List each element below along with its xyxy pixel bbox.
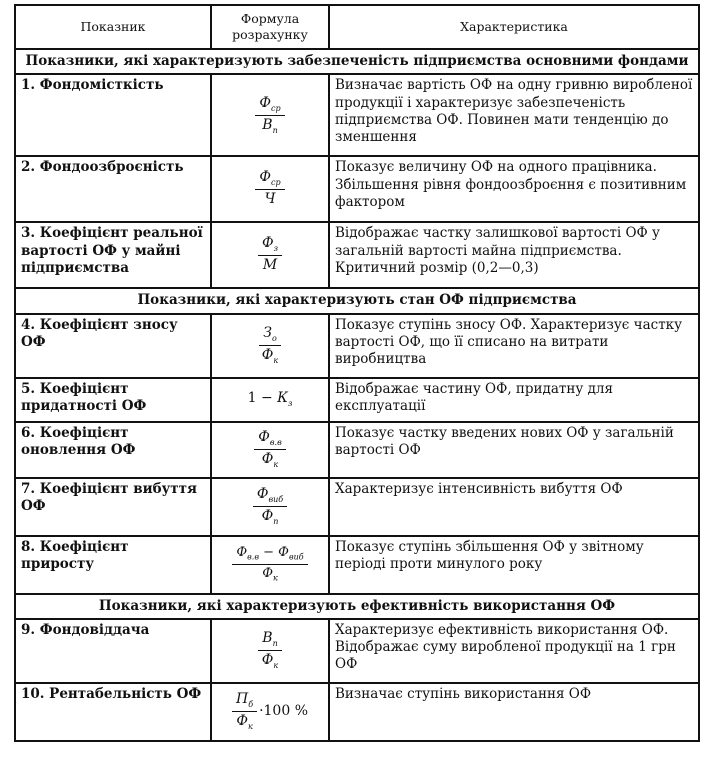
formula-inline: $1 - К_з$ <box>247 390 293 408</box>
indicator-name: 8. Коефіцієнт приросту <box>15 536 211 594</box>
indicator-name: 3. Коефіцієнт реальної вартості ОФ у майні підприємства <box>15 222 211 288</box>
fraction: $\frac{Ф_{в.в} - Ф_{виб}}{Ф_к}$ <box>232 545 307 584</box>
characteristic-text: Показує частку введених нових ОФ у загальній вартості ОФ <box>329 422 699 478</box>
formula-cell <box>211 478 329 536</box>
header-characteristic: Характеристика <box>329 5 699 49</box>
table-row <box>15 156 699 222</box>
formula-cell <box>211 314 329 378</box>
fraction: $\frac{Ф_{виб}}{Ф_п}$ <box>253 486 287 527</box>
section-row <box>15 594 699 619</box>
characteristic-text: Показує величину ОФ на одного працівника. Збільшення рівня фондоозброєння є позитивним фактором <box>329 156 699 222</box>
indicator-name: 4. Коефіцієнт зносу ОФ <box>15 314 211 378</box>
indicator-name: 5. Коефіцієнт придатності ОФ <box>15 378 211 422</box>
indicators-table <box>14 4 700 742</box>
section-row <box>15 288 699 313</box>
section-heading: Показники, які характеризують забезпеченість підприємства основними фондами <box>15 49 699 74</box>
fraction: $\frac{П_б}{Ф_к}$ <box>232 691 257 732</box>
header-indicator: Показник <box>15 5 211 49</box>
formula-cell <box>211 74 329 156</box>
table-row <box>15 683 699 741</box>
indicator-name: 7. Коефіцієнт вибуття ОФ <box>15 478 211 536</box>
formula-cell <box>211 536 329 594</box>
characteristic-text: Показує ступінь зносу ОФ. Характеризує частку вартості ОФ, що її списано на витрати виробництва <box>329 314 699 378</box>
characteristic-text: Характеризує ефективність використання ОФ. Відображає суму виробленої продукції на 1 грн ОФ <box>329 619 699 683</box>
characteristic-text: Визначає ступінь використання ОФ <box>329 683 699 741</box>
fraction: $\frac{В_п}{Ф_к}$ <box>258 630 281 671</box>
characteristic-text: Визначає вартість ОФ на одну гривню виробленої продукції і характеризує забезпеченість підприємства ОФ. Повинен мати тенденцію до зменшення <box>329 74 699 156</box>
fraction: $\frac{Ф_{в.в}}{Ф_к}$ <box>254 429 285 470</box>
characteristic-text: Відображає частку залишкової вартості ОФ у загальній вартості майна підприємства. Критичний розмір (0,2—0,3) <box>329 222 699 288</box>
indicator-name: 9. Фондовіддача <box>15 619 211 683</box>
section-heading: Показники, які характеризують стан ОФ підприємства <box>15 288 699 313</box>
formula-cell <box>211 619 329 683</box>
fraction: $\frac{Ф_з}{М}$ <box>258 235 282 275</box>
formula-cell <box>211 156 329 222</box>
fraction: $\frac{Ф_{ср}}{Ч}$ <box>255 169 284 209</box>
table-row <box>15 378 699 422</box>
fraction: $\frac{З_о}{Ф_к}$ <box>259 325 281 366</box>
formula-cell <box>211 222 329 288</box>
characteristic-text: Відображає частину ОФ, придатну для експлуатації <box>329 378 699 422</box>
indicator-name: 10. Рентабельність ОФ <box>15 683 211 741</box>
table-row <box>15 536 699 594</box>
table-header-row <box>15 5 699 49</box>
section-heading: Показники, які характеризують ефективність використання ОФ <box>15 594 699 619</box>
characteristic-text: Показує ступінь збільшення ОФ у звітному періоді проти минулого року <box>329 536 699 594</box>
indicator-name: 2. Фондоозброєність <box>15 156 211 222</box>
table-row <box>15 222 699 288</box>
table-row <box>15 74 699 156</box>
formula-cell <box>211 422 329 478</box>
formula-cell <box>211 683 329 741</box>
indicator-name: 1. Фондомісткість <box>15 74 211 156</box>
formula-cell <box>211 378 329 422</box>
table-row <box>15 314 699 378</box>
table-row <box>15 619 699 683</box>
characteristic-text: Характеризує інтенсивність вибуття ОФ <box>329 478 699 536</box>
header-formula: Формула розрахунку <box>211 5 329 49</box>
section-row <box>15 49 699 74</box>
table-row <box>15 422 699 478</box>
fraction: $\frac{Ф_{ср}}{В_п}$ <box>255 95 284 136</box>
indicator-name: 6. Коефіцієнт оновлення ОФ <box>15 422 211 478</box>
table-row <box>15 478 699 536</box>
formula-multiplier: ·100 % <box>259 703 309 720</box>
